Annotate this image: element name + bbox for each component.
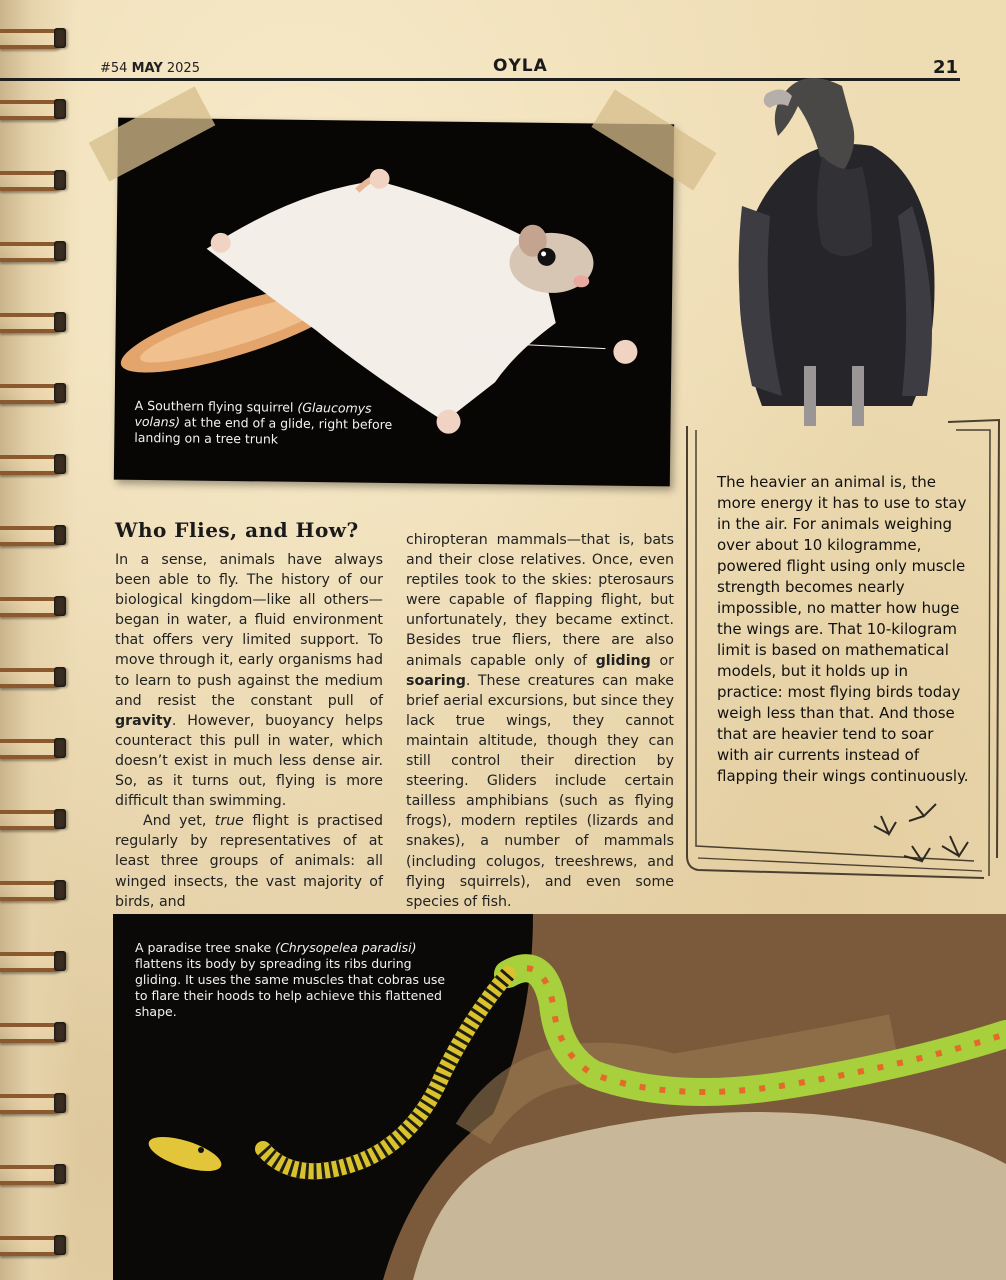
spiral-ring [0,1229,72,1259]
caption-text: at the end of a glide, right before landing on a tree trunk [134,414,393,447]
magazine-logo: ОYLA [493,56,548,76]
ring-hole [54,1093,66,1113]
spiral-ring [0,1016,72,1046]
spiral-ring [0,803,72,833]
bird-tracks-icon [874,804,968,861]
caption-latin-name: (Chrysopelea paradisi) [275,940,417,955]
paragraph: In a sense, animals have always been able to fly. The history of our biological kingdom—like all others—began in water, a fluid environment that offers very limited support. To move through it, early organisms had to learn to push against the medium and resist the constant pull of gravity. However, buoyancy helps counteract this pull in water, which doesn’t exist in much less dense air. So, as it turns out, flying is more difficult than swimming. [115,552,383,810]
ring-hole [54,880,66,900]
spiral-ring [0,661,72,691]
spiral-ring [0,164,72,194]
caption-text: A Southern flying squirrel [134,397,298,415]
term-soaring: soaring [406,672,466,689]
ring-hole [54,170,66,190]
vulture-photo [722,66,952,432]
paragraph: chiropteran mammals—that is, bats and their close relatives. Once, even reptiles took to the skies: pterosaurs were capable of flapping flight, but unfortunately, they became extinct. Besides true fliers, there are also animals capable only of gliding or soaring. These creatures can make brief aerial excursions, but since they lack true wings, they cannot maintain altitude, though they can still control their direction by steering. Gliders include certain tailless amphibians (such as flying frogs), modern reptiles (lizards and snakes), a number of mammals (including colugos, treeshrews, and flying squirrels), and even some species of fish. [406,532,674,910]
spiral-ring [0,590,72,620]
flying-squirrel-photo [114,118,674,487]
spiral-ring [0,874,72,904]
caption-latin-name: (Glaucomys volans) [134,399,372,430]
ring-hole [54,667,66,687]
article-column-1 [115,550,383,912]
issue-label [100,61,200,76]
ring-hole [54,809,66,829]
spiral-ring [0,448,72,478]
paradise-snake-photo [113,914,1006,1280]
spiral-ring [0,93,72,123]
ring-hole [54,454,66,474]
spiral-ring [0,732,72,762]
spiral-ring [0,306,72,336]
vulture-illustration [722,66,952,432]
term-gravity: gravity [115,712,172,729]
issue-number: #54 [100,61,128,76]
ring-hole [54,28,66,48]
spiral-ring [0,22,72,52]
spiral-ring [0,519,72,549]
spiral-ring [0,235,72,265]
ring-hole [54,525,66,545]
spiral-ring [0,377,72,407]
ring-hole [54,596,66,616]
caption-text: A paradise tree snake [135,940,276,955]
ring-hole [54,738,66,758]
ring-hole [54,1164,66,1184]
ring-hole [54,99,66,119]
ring-hole [54,951,66,971]
caption-text: flattens its body by spreading its ribs during gliding. It uses the same muscles that cobras use to flare their hoods to help achieve this flattened shape. [135,956,446,1019]
term-gliding: gliding [595,652,651,669]
issue-month: MAY [131,61,163,76]
article-column-2 [406,530,674,912]
ring-hole [54,1235,66,1255]
ring-hole [54,1022,66,1042]
ring-hole [54,383,66,403]
squirrel-caption [134,398,395,449]
ring-hole [54,241,66,261]
ring-hole [54,312,66,332]
paragraph: And yet, true flight is practised regularly by representatives of at least three groups of animals: all winged insects, the vast majority of birds, and [115,813,383,910]
article-heading: Who Flies, and How? [115,518,359,542]
spiral-ring [0,1087,72,1117]
page-number: 21 [933,57,959,78]
sidebar-note: The heavier an animal is, the more energy it has to use to stay in the air. For animals weighing over about 10 kilogramme, powered flight using only muscle strength becomes nearly impossible, no matter how huge the wings are. That 10-kilogram limit is based on mathematical models, but it holds up in practice: most flying birds today weigh less than that. And those that are heavier tend to soar with air currents instead of flapping their wings continuously. [717,473,969,785]
snake-caption [135,940,455,1020]
spiral-ring [0,1158,72,1188]
issue-year: 2025 [166,61,200,76]
term-true: true [214,813,244,830]
spiral-ring [0,945,72,975]
